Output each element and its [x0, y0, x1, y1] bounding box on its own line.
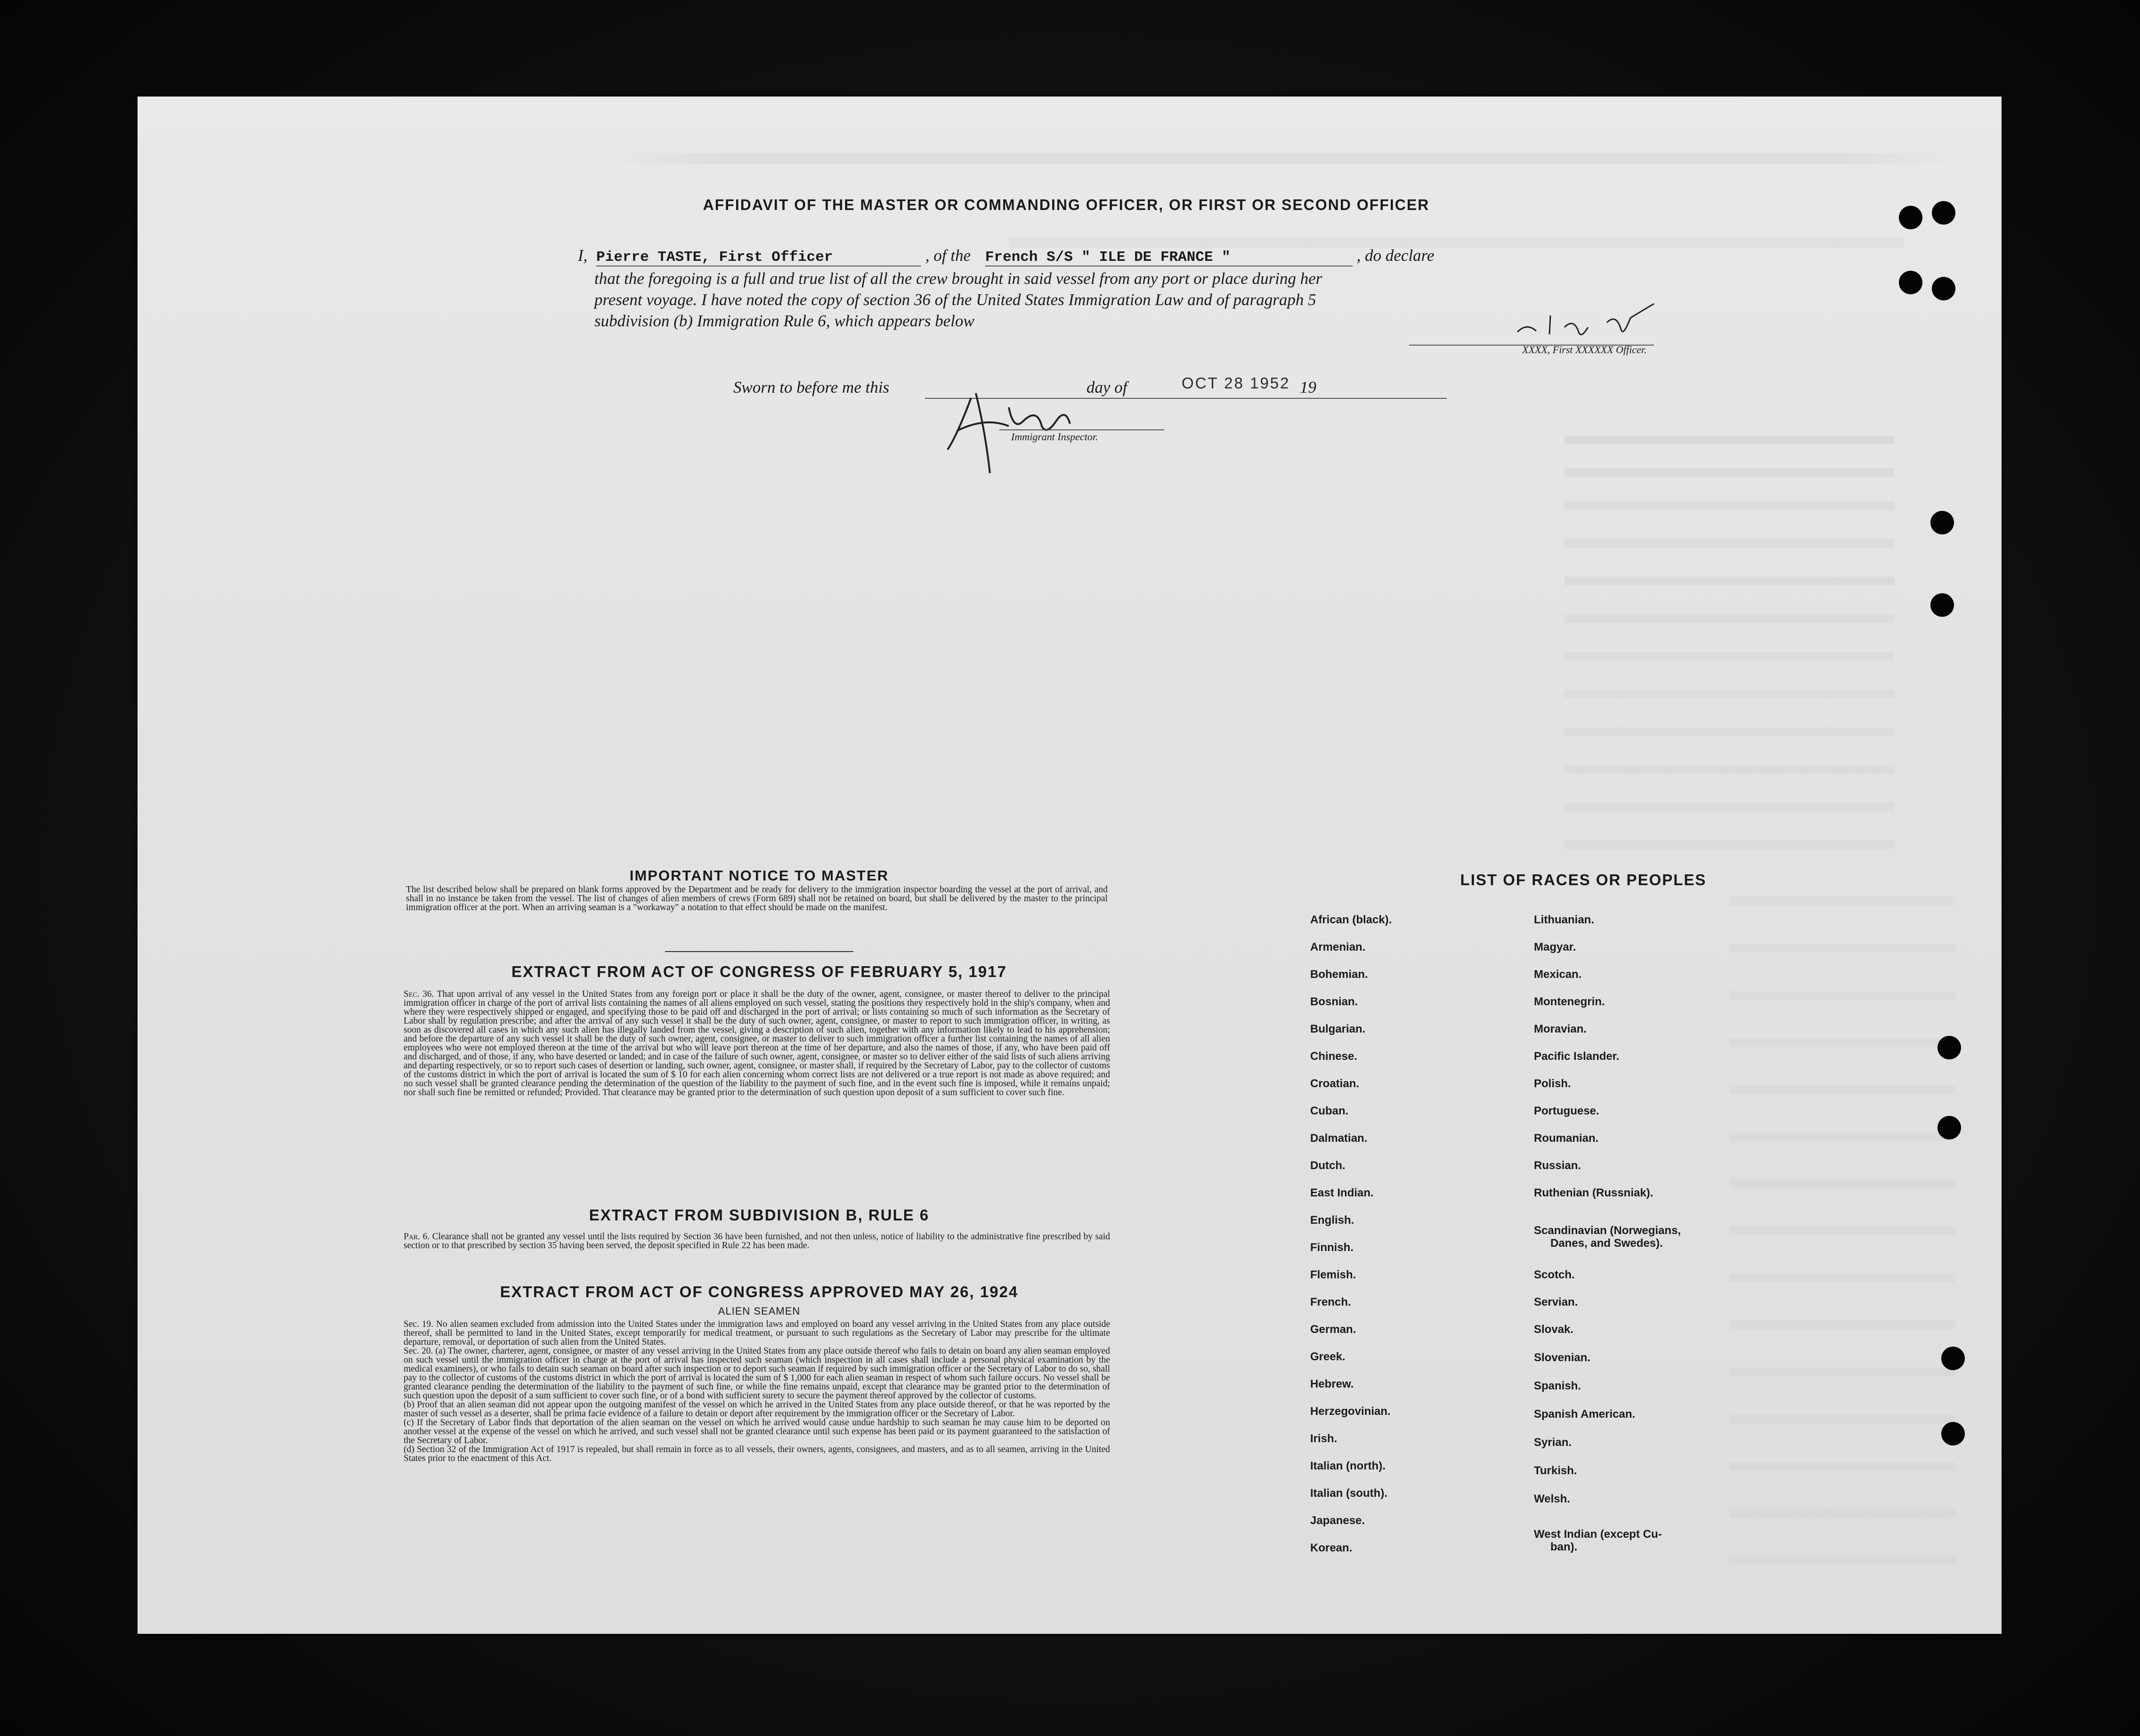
race-item: Irish.: [1310, 1432, 1338, 1445]
race-item: Korean.: [1310, 1542, 1353, 1554]
vessel-field: French S/S " ILE DE FRANCE ": [985, 249, 1353, 266]
race-item: Spanish.: [1534, 1380, 1581, 1392]
sec-20c-paragraph: (c) If the Secretary of Labor finds that deportation of the alien seaman on the vessel on which he arrived would cause undue hardship to such seaman he may cause him to be deported on another vessel at the expense of the vessel on which he arrived, and such vessel shall not be granted clearance until such expense has been paid or its payment guaranteed to the satisfaction of the Secretary of Labor.: [404, 1418, 1110, 1445]
extract-1917-paragraph: That upon arrival of any vessel in the United States from any foreign port or place it shall be the duty of the owner, agent, consignee, or master thereof to deliver to the principal immigration officer in charge of the port of arrival lists containing the names of all aliens employed on such vessel, stating the positions they respectively hold in the ship's company, when and where they were respectively shipped or engaged, and specifying those to be paid off and discharged in the port of arrival; or lists containing so much of such information as the Secretary of Labor shall by regulation prescribe; and after the arrival of any such vessel it shall be the duty of such owner, agent, consignee, or master to report to such immigration officer, in writing, as soon as discovered all cases in which any such alien has illegally landed from the vessel, giving a description of such alien, together with any information likely to lead to his apprehension; and before the departure of any such vessel it shall be the duty of such owner, agent, consignee, or master to deliver to such immigration officer a further list containing the names of all alien employees who were not employed thereon at the time of the arrival but who will leave port thereon at the time of her departure, and also the names of those, if any, who have been paid off and discharged, and of those, if any, who have deserted or landed; and in case of the failure of such owner, agent, consignee, or master so to deliver either of the said lists of such aliens arriving and departing respectively, or so to report such cases of desertion or landing, such owner, agent, consignee, or master shall, if required by the Secretary of Labor, pay to the collector of customs of the customs district in which the port of arrival is located the sum of $ 10 for each alien concerning whom correct lists are not delivered or a true report is not made as above required; and no such vessel shall be granted clearance pending the determination of the question of the liability to the payment of such fine, and in the event such fine is imposed, while it remains unpaid; nor shall such fine be remitted or refunded; Provided. That clearance may be granted prior to the determination of such question upon deposit of a sum sufficient to cover such fine.: [404, 989, 1110, 1098]
extract-1917-section-label: Sec. 36.: [404, 989, 434, 999]
race-item: Danes, and Swedes).: [1550, 1237, 1663, 1250]
date-stamp: OCT 28 1952: [1182, 374, 1290, 392]
race-item: Cuban.: [1310, 1105, 1349, 1117]
race-item: Armenian.: [1310, 941, 1366, 953]
punch-hole: [1932, 201, 1955, 225]
race-item: Spanish American.: [1534, 1408, 1636, 1421]
race-item: Moravian.: [1534, 1023, 1587, 1035]
extract-1917-title: EXTRACT FROM ACT OF CONGRESS OF FEBRUARY 5, 1917: [511, 963, 1007, 980]
race-item: Dutch.: [1310, 1159, 1346, 1172]
race-item: Italian (south).: [1310, 1487, 1387, 1500]
sec-20a-paragraph: Sec. 20. (a) The owner, charterer, agent, consignee, or master of any vessel arriving in the United States from any place outside thereof who fails to detain on board any alien seaman employed on such vessel until the immigration officer in charge at the port of arrival has inspected such seaman (which inspection in all cases shall include a personal physical examination by the medical examiners), or who fails to detain such seaman on board after such inspection or to deport such seaman if required by such immigration officer or the Secretary of Labor to do so, shall pay to the collector of customs of the customs district in which the port of arrival is located the sum of $ 1,000 for each alien seaman in respect of whom such failure occurs. No vessel shall be granted clearance pending the determination of the liability to the payment of such fine, or while the fine remains unpaid, except that clearance may be granted prior to the determination of such question upon the deposit of a sum sufficient to cover such fine, or of a bond with sufficient surety to secure the payment thereof approved by the collector of customs.: [404, 1346, 1110, 1401]
race-item: Lithuanian.: [1534, 913, 1594, 926]
race-item: English.: [1310, 1214, 1354, 1227]
race-item: West Indian (except Cu-: [1534, 1528, 1662, 1541]
punch-hole: [1937, 1116, 1961, 1139]
race-item: Finnish.: [1310, 1241, 1354, 1254]
punch-hole: [1941, 1347, 1965, 1370]
year-prefix: 19: [1300, 378, 1316, 396]
manifest-page: [138, 97, 2002, 1634]
sec-19-paragraph: Sec. 19. No alien seamen excluded from admission into the United States under the immigration laws and employed on board any vessel arriving in the United States from any place outside thereof, shall be permitted to land in the United States, except temporarily for medical treatment, or pursuant to such regulations as the Secretary of Labor may prescribe for the ultimate departure, removal, or deportation of such alien from the United States.: [404, 1319, 1110, 1347]
of-label: , of the: [925, 246, 971, 265]
race-item: Flemish.: [1310, 1268, 1356, 1281]
race-item: Herzegovinian.: [1310, 1405, 1391, 1418]
punch-hole: [1941, 1422, 1965, 1445]
race-item: Italian (north).: [1310, 1460, 1386, 1472]
declaration-line-3: present voyage. I have noted the copy of section 36 of the United States Immigration Law and of paragraph 5: [594, 291, 1316, 309]
race-item: African (black).: [1310, 913, 1392, 926]
extract-1917-body: [404, 990, 1110, 1097]
race-item: Welsh.: [1534, 1493, 1570, 1505]
extract-rule6-section-label: Par. 6.: [404, 1232, 430, 1242]
sec-20b-paragraph: (b) Proof that an alien seaman did not appear upon the outgoing manifest of the vessel on which he arrived in the United States from any place outside thereof, or that he was reported by the master of such vessel as a deserter, shall be prima facie evidence of a failure to detain or deport after requirement by the immigration officer or the Secretary of Labor.: [404, 1400, 1110, 1419]
race-item: Slovak.: [1534, 1323, 1574, 1336]
punch-hole: [1932, 277, 1955, 300]
extract-rule6-paragraph: Clearance shall not be granted any vessel until the lists required by Section 36 have been furnished, and not then unless, notice of liability to the administrative fine prescribed by said section or to that prescribed by section 35 having been served, the deposit specified in Rule 22 has been made.: [404, 1232, 1110, 1251]
punch-hole: [1930, 511, 1954, 534]
race-item: Greek.: [1310, 1350, 1346, 1363]
inspector-caption: Immigrant Inspector.: [1011, 431, 1098, 443]
declaration-line-2: that the foregoing is a full and true list of all the crew brought in said vessel from any port or place during her: [594, 269, 1322, 288]
race-item: Japanese.: [1310, 1514, 1365, 1527]
divider-rule: [665, 951, 853, 952]
race-item: Syrian.: [1534, 1436, 1572, 1449]
declaration-line-4: subdivision (b) Immigration Rule 6, which appears below: [594, 312, 974, 330]
race-item: Hebrew.: [1310, 1378, 1354, 1390]
race-item: Scotch.: [1534, 1268, 1575, 1281]
i-label: I,: [578, 246, 588, 265]
extract-1924-body: [404, 1320, 1110, 1463]
race-item: ban).: [1550, 1541, 1578, 1553]
notice-paragraph: The list described below shall be prepared on blank forms approved by the Department and be ready for delivery to the immigration inspector boarding the vessel at the port of arrival, and shall in no instance be taken from the vessel. The list of changes of alien members of crews (Form 689) shall not be retained on board, but shall be delivered by the master to the principal immigration officer at the port. When an arriving seaman is a "workaway" a notation to that effect should be made on the manifest.: [406, 885, 1108, 912]
affidavit-title: AFFIDAVIT OF THE MASTER OR COMMANDING OFFICER, OR FIRST OR SECOND OFFICER: [703, 196, 1430, 213]
extract-rule6-body: [404, 1232, 1110, 1250]
notice-title: IMPORTANT NOTICE TO MASTER: [629, 867, 889, 884]
sec-20d-paragraph: (d) Section 32 of the Immigration Act of 1917 is repealed, but shall remain in force as to all vessels, their owners, agents, consignees, and masters, and as to all seamen, arriving in the United States prior to the enactment of this Act.: [404, 1445, 1110, 1463]
punch-hole: [1930, 593, 1954, 617]
race-item: Dalmatian.: [1310, 1132, 1368, 1145]
race-item: Roumanian.: [1534, 1132, 1599, 1145]
race-item: Montenegrin.: [1534, 995, 1605, 1008]
race-item: Bohemian.: [1310, 968, 1368, 981]
race-item: East Indian.: [1310, 1187, 1374, 1199]
race-item: Turkish.: [1534, 1464, 1577, 1477]
race-item: Mexican.: [1534, 968, 1582, 981]
day-of-label: day of: [1086, 378, 1127, 396]
race-item: Servian.: [1534, 1296, 1578, 1308]
declaration-line-1: [578, 246, 1633, 269]
race-item: Russian.: [1534, 1159, 1581, 1172]
race-item: Magyar.: [1534, 941, 1576, 953]
extract-1924-title: EXTRACT FROM ACT OF CONGRESS APPROVED MAY 26, 1924: [500, 1283, 1019, 1300]
race-item: German.: [1310, 1323, 1356, 1336]
race-item: Croatian.: [1310, 1077, 1360, 1090]
punch-hole: [1899, 206, 1922, 229]
race-item: Bosnian.: [1310, 995, 1358, 1008]
race-item: Ruthenian (Russniak).: [1534, 1187, 1654, 1199]
punch-hole: [1937, 1036, 1961, 1059]
race-item: Pacific Islander.: [1534, 1050, 1620, 1063]
extract-rule6-title: EXTRACT FROM SUBDIVISION B, RULE 6: [589, 1206, 930, 1224]
races-title: LIST OF RACES OR PEOPLES: [1460, 871, 1707, 888]
officer-name-field: Pierre TASTE, First Officer: [596, 249, 921, 266]
race-item: Scandinavian (Norwegians,: [1534, 1224, 1681, 1237]
do-declare-label: , do declare: [1356, 246, 1435, 265]
punch-hole: [1899, 271, 1922, 294]
race-item: Portuguese.: [1534, 1105, 1599, 1117]
race-item: Slovenian.: [1534, 1351, 1591, 1364]
officer-caption: XXXX, First XXXXXX Officer.: [1522, 344, 1647, 355]
race-item: Polish.: [1534, 1077, 1571, 1090]
date-line: [1174, 398, 1447, 399]
race-item: Bulgarian.: [1310, 1023, 1366, 1035]
race-item: Chinese.: [1310, 1050, 1358, 1063]
extract-1924-subtitle: ALIEN SEAMEN: [718, 1305, 801, 1317]
sworn-label: Sworn to before me this: [733, 378, 890, 396]
race-item: French.: [1310, 1296, 1351, 1308]
